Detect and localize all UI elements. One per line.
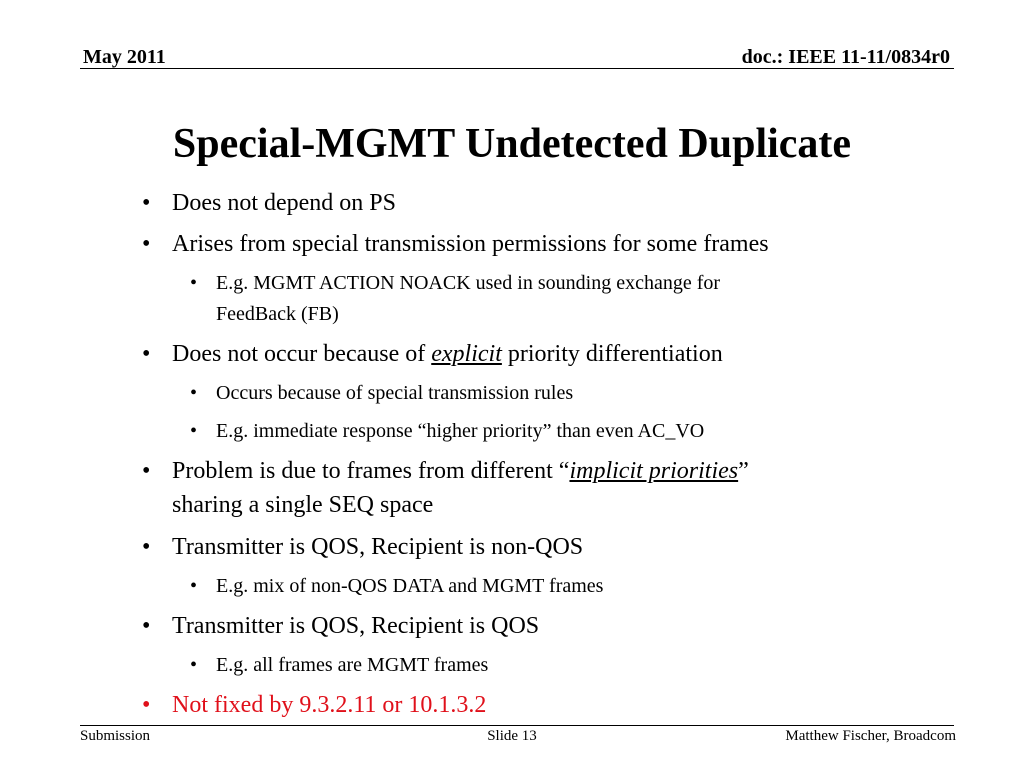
footer-divider [80, 725, 954, 726]
bullet-text-part: ” [738, 458, 749, 484]
header-date: May 2011 [83, 46, 166, 68]
bullet-icon: • [142, 534, 151, 560]
bullet-icon: • [142, 692, 151, 718]
bullet-text: Transmitter is QOS, Recipient is non-QOS [172, 534, 584, 560]
sub-bullet-text: FeedBack (FB) [216, 303, 339, 325]
sub-bullet-text: E.g. mix of non-QOS DATA and MGMT frames [216, 575, 604, 597]
bullet-text: Does not depend on PS [172, 190, 396, 216]
bullet-icon: • [142, 613, 151, 639]
bullet-text: Not fixed by 9.3.2.11 or 10.1.3.2 [172, 692, 487, 718]
bullet-text [172, 337, 723, 371]
bullet-text-part: Does not occur because of [172, 341, 432, 367]
sub-bullet-text: Occurs because of special transmission rules [216, 382, 574, 404]
bullet-icon: • [142, 190, 151, 216]
bullet-icon: • [142, 231, 151, 257]
emphasis-explicit: explicit [431, 341, 502, 367]
bullet-text: Arises from special transmission permissions for some frames [172, 231, 769, 257]
sub-bullet-icon: • [190, 420, 198, 442]
bullet-icon: • [142, 458, 151, 484]
footer-author: Matthew Fischer, Broadcom [785, 728, 956, 744]
sub-bullet-icon: • [190, 382, 198, 404]
bullet-text: Transmitter is QOS, Recipient is QOS [172, 613, 540, 639]
footer-submission: Submission [80, 728, 151, 744]
bullet-text-part: priority differentiation [501, 341, 723, 367]
sub-bullet-icon: • [190, 575, 198, 597]
sub-bullet-icon: • [190, 654, 198, 676]
sub-bullet-text: E.g. MGMT ACTION NOACK used in sounding exchange for [216, 272, 721, 294]
emphasis-implicit-priorities: implicit priorities [569, 458, 739, 484]
sub-bullet-icon: • [190, 272, 198, 294]
slide-title: Special-MGMT Undetected Duplicate [172, 121, 852, 167]
bullet-text [172, 454, 749, 488]
bullet-icon: • [142, 341, 151, 367]
bullet-text-part: Problem is due to frames from different “ [172, 458, 570, 484]
header-doc-id: doc.: IEEE 11-11/0834r0 [741, 46, 950, 68]
bullet-text: sharing a single SEQ space [172, 492, 434, 518]
sub-bullet-text: E.g. all frames are MGMT frames [216, 654, 489, 676]
footer-slide-number: Slide 13 [487, 728, 537, 744]
sub-bullet-text: E.g. immediate response “higher priority” than even AC_VO [216, 420, 705, 442]
